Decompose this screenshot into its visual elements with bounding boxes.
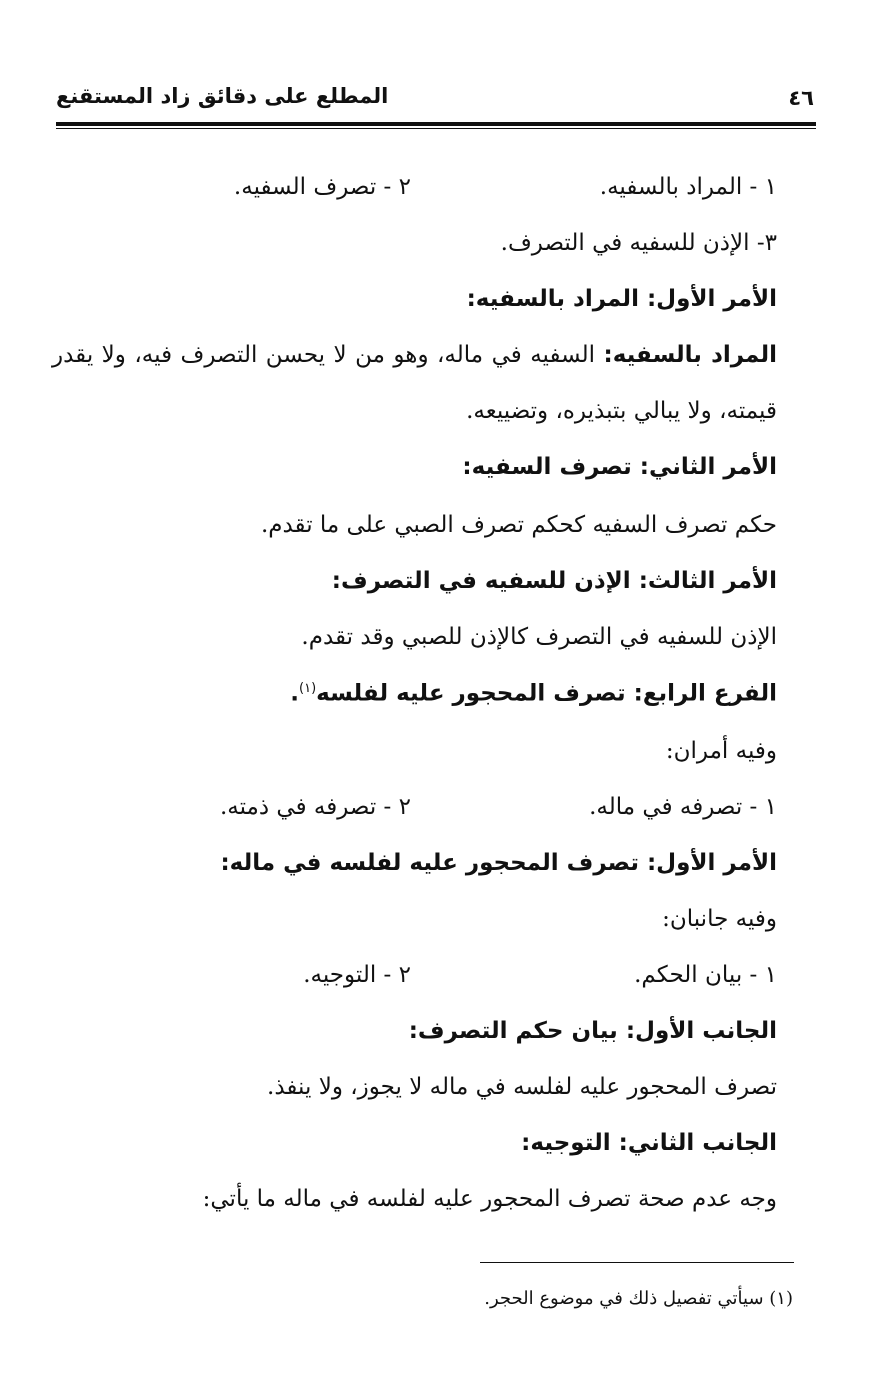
- footnote: (١) سيأتي تفصيل ذلك في موضوع الحجر.: [484, 1288, 793, 1309]
- list-item: ٢ - التوجيه.: [303, 962, 411, 988]
- paragraph-line: تصرف المحجور عليه لفلسه في ماله لا يجوز، ولا ينفذ.: [267, 1074, 777, 1100]
- list-item: ٣- الإذن للسفيه في التصرف.: [500, 230, 777, 256]
- branch-heading: [290, 682, 777, 706]
- section-heading: الجانب الثاني: التوجيه:: [521, 1130, 777, 1156]
- page-number: ٤٦: [788, 86, 814, 110]
- list-item: ٢ - تصرفه في ذمته.: [219, 794, 411, 820]
- list-item: ١ - المراد بالسفيه.: [599, 174, 777, 200]
- book-title: المطلع على دقائق زاد المستقنع: [56, 84, 389, 108]
- paragraph-line: وجه عدم صحة تصرف المحجور عليه لفلسه في ماله ما يأتي:: [202, 1186, 777, 1212]
- running-header: [56, 84, 814, 120]
- list-item: ١ - تصرفه في ماله.: [589, 794, 777, 820]
- section-heading: الأمر الثالث: الإذن للسفيه في التصرف:: [331, 568, 777, 594]
- heading-period: .: [290, 680, 300, 707]
- paragraph-line: [52, 344, 777, 367]
- footnote-marker[interactable]: (١): [299, 681, 317, 696]
- paragraph-line: الإذن للسفيه في التصرف كالإذن للصبي وقد تقدم.: [301, 624, 777, 650]
- footnote-rule: [480, 1262, 794, 1263]
- list-item: ١ - بيان الحكم.: [634, 962, 777, 988]
- term-label: المراد بالسفيه:: [603, 342, 777, 368]
- paragraph-line: وفيه أمران:: [665, 738, 777, 764]
- term-definition: السفيه في ماله، وهو من لا يحسن التصرف فيه، ولا يقدر: [52, 342, 604, 368]
- branch-heading-text: الفرع الرابع: تصرف المحجور عليه لفلسه: [316, 680, 777, 707]
- paragraph-line: حكم تصرف السفيه كحكم تصرف الصبي على ما تقدم.: [260, 512, 777, 538]
- section-heading: الأمر الأول: المراد بالسفيه:: [466, 286, 777, 312]
- header-rule-thin: [56, 128, 816, 129]
- section-heading: الأمر الثاني: تصرف السفيه:: [462, 454, 777, 480]
- section-heading: الجانب الأول: بيان حكم التصرف:: [408, 1018, 777, 1044]
- header-rule: [56, 122, 816, 126]
- paragraph-line: قيمته، ولا يبالي بتبذيره، وتضييعه.: [466, 398, 777, 424]
- section-heading: الأمر الأول: تصرف المحجور عليه لفلسه في ماله:: [220, 850, 777, 876]
- paragraph-line: وفيه جانبان:: [662, 906, 777, 932]
- list-item: ٢ - تصرف السفيه.: [233, 174, 411, 200]
